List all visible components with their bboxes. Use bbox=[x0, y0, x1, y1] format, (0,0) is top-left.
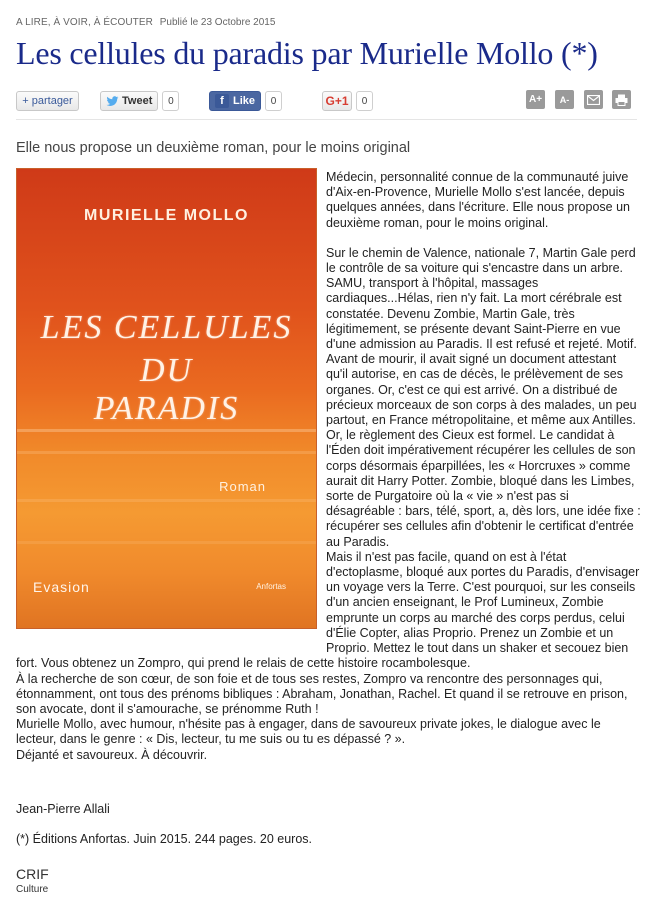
partager-group bbox=[16, 91, 79, 111]
print-icon[interactable] bbox=[612, 90, 631, 109]
increase-font-icon[interactable]: A+ bbox=[526, 90, 545, 109]
cover-title-line2: DU bbox=[139, 352, 194, 389]
body-paragraph: Déjanté et savoureux. À découvrir. bbox=[16, 747, 208, 762]
like-count: 0 bbox=[265, 91, 282, 111]
cover-genre: Roman bbox=[219, 479, 266, 494]
body-paragraph: Murielle Mollo, avec humour, n'hésite pas à engager, dans de savoureux private jokes, le dialogue avec le lecteur, dans le genre : « Dis, lecteur, tu me suis ou tu es dépassé ? ». bbox=[16, 717, 601, 747]
publish-date: Publié le 23 Octobre 2015 bbox=[159, 17, 276, 28]
email-icon[interactable] bbox=[584, 90, 603, 109]
cover-collection: Evasion bbox=[33, 579, 90, 595]
tweet-label: Tweet bbox=[122, 95, 153, 107]
author-signature: Jean-Pierre Allali bbox=[16, 802, 110, 816]
article-title: Les cellules du paradis par Murielle Mollo (*) bbox=[16, 35, 598, 71]
like-label: Like bbox=[233, 95, 256, 107]
cover-title-line1: LES CELLULES bbox=[40, 309, 293, 346]
body-paragraph: Médecin, personnalité connue de la communauté juive d'Aix-en-Provence, Murielle Mollo s'est lancée, depuis quelques années, dans l'écriture. Elle nous propose un deuxième roman, pour le moins original. bbox=[326, 170, 630, 230]
facebook-icon: f bbox=[215, 94, 229, 108]
publication-note: (*) Éditions Anfortas. Juin 2015. 244 pages. 20 euros. bbox=[16, 832, 313, 846]
gplus-count: 0 bbox=[356, 91, 373, 111]
tweet-count: 0 bbox=[162, 91, 179, 111]
facebook-like-button[interactable] bbox=[209, 91, 261, 111]
body-paragraph: Avant de mourir, il avait signé un document attestant qu'il autorise, en cas de décès, le prélèvement de ses organes. Or, c'est ce qui est arrivé. On a distribué de précieux morceaux de son corps à des malades, un peu partout, en France métropolitaine, et même aux Antilles. bbox=[326, 352, 637, 428]
divider bbox=[16, 119, 637, 120]
article-lead: Elle nous propose un deuxième roman, pour le moins original bbox=[16, 140, 411, 156]
facebook-group bbox=[209, 91, 282, 111]
cover-editor: Anfortas bbox=[256, 582, 286, 591]
gplus-group bbox=[322, 91, 373, 111]
body-paragraph: Mais il n'est pas facile, quand on est à l'état d'ectoplasme, bloqué aux portes du Paradis, d'envisager un voyage vers la Terre. C'est pourquoi, sur les conseils d'un ancien enseignant, le Prof Lumineux, Zombie emprunte un corps au marché des corps perdus, celui d'Élie Copter, alias Proprio. Prenez un Zombie et un Proprio. Mettez le tout dans un shaker et secouez bien fort. Vous obtenez un Zompro, qui prend le relais de cette histoire rocambolesque. bbox=[16, 549, 640, 671]
cover-title-line3: PARADIS bbox=[93, 390, 240, 427]
category-link[interactable]: A LIRE, À VOIR, À ÉCOUTER bbox=[16, 17, 153, 28]
partager-button[interactable]: + partager bbox=[16, 91, 79, 111]
gplus-button[interactable]: G+1 bbox=[322, 91, 352, 111]
tweet-group bbox=[100, 91, 179, 111]
tweet-button[interactable] bbox=[100, 91, 158, 111]
article-body bbox=[16, 170, 641, 763]
body-paragraph: Sur le chemin de Valence, nationale 7, Martin Gale perd le contrôle de sa voiture qui s'encastre dans un arbre. SAMU, transport à l'hôpital, massages cardiaques...Hélas, rien n'y fait. La mort cérébrale est constatée. Devenu Zombie, Martin Gale, très légitimement, se présente devant Saint-Pierre en vue d'une admission au Paradis. Il est refusé et rejeté. Motif. bbox=[326, 245, 637, 352]
article-meta bbox=[16, 17, 275, 28]
body-paragraph: À la recherche de son cœur, de son foie et de tous ses restes, Zompro va rencontre des personnages qui, étonnamment, ont tous des prénoms bibliques : Abraham, Jonathan, Rachel. Et quand il se retrouve en prison, son avocate, dont il s'amourache, se prénomme Ruth ! bbox=[16, 671, 628, 716]
source-section: Culture bbox=[16, 884, 49, 895]
twitter-bird-icon bbox=[106, 96, 119, 107]
body-paragraph: Or, le règlement des Cieux est formel. Le candidat à l'Éden doit impérativement récupérer les cellules de son corps désormais éparpillées, les « Horcruxes » comme aurait dit Harry Potter. Zombie, bloqué dans les Limbes, sorte de Purgatoire où la « vie » n'est pas si désagréable : bars, télé, sport, a, dès lors, une idée fixe : récupérer ses cellules afin d'obtenir le certificat d'entrée au Paradis. bbox=[326, 428, 641, 549]
cover-author: MURIELLE MOLLO bbox=[84, 207, 249, 224]
decrease-font-icon[interactable]: A- bbox=[555, 90, 574, 109]
source-name[interactable]: CRIF bbox=[16, 866, 49, 882]
